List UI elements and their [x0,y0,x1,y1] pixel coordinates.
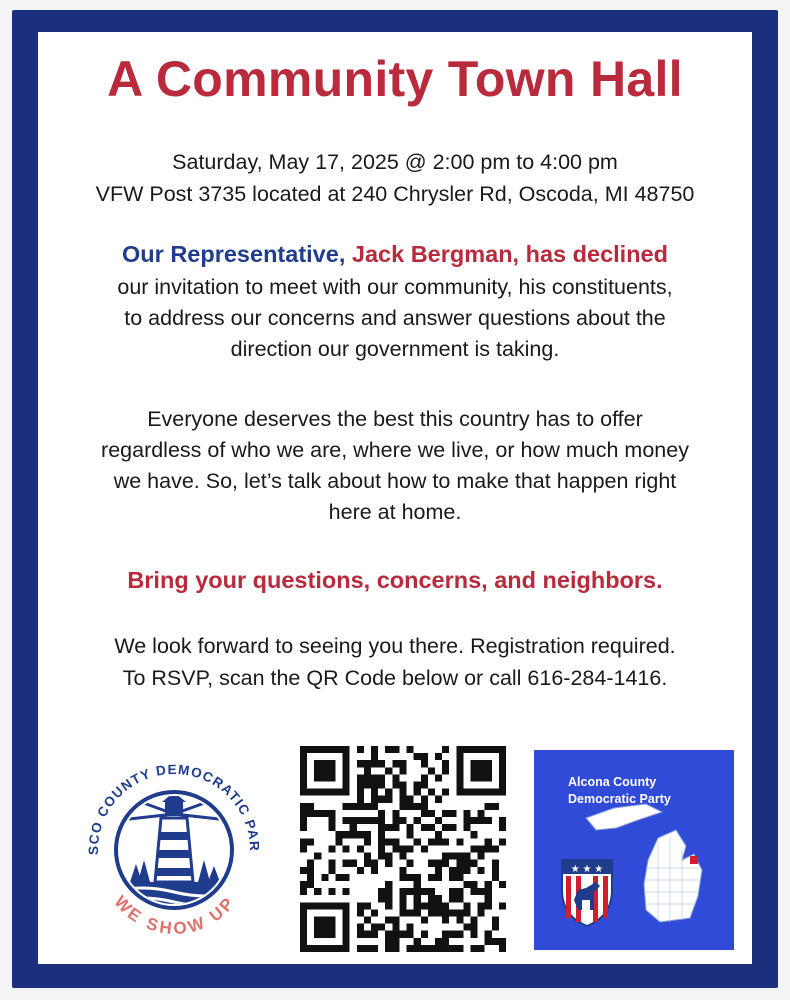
paragraph-line: to address our concerns and answer questions about the [124,306,666,330]
event-date: Saturday, May 17, 2025 @ 2:00 pm to 4:00 pm [172,150,618,174]
declined-prefix: Our Representative, [122,241,346,267]
iosco-tagline: WE SHOW UP [110,892,240,939]
poster-paper [38,32,752,964]
poster-frame [12,10,778,988]
declined-heading [38,238,752,270]
paragraph-line: regardless of who we are, where we live, or how much money [101,438,689,462]
rsvp-qr-code[interactable] [300,746,506,952]
svg-text:★ ★ ★: ★ ★ ★ [570,864,604,875]
paragraph-line: Everyone deserves the best this country has to offer [147,407,643,431]
paragraph-line: we have. So, let’s talk about how to make that happen right [113,469,677,493]
event-details [38,146,752,210]
everyone-paragraph [38,404,752,528]
alcona-line-2: Democratic Party [568,792,671,806]
paragraph-line: here at home. [328,500,462,524]
poster-title: A Community Town Hall [107,51,683,107]
donkey-shield-icon [562,860,612,926]
bring-heading: Bring your questions, concerns, and neighbors. [127,567,663,593]
rsvp-phone-line: To RSVP, scan the QR Code below or call 616-284-1416. [122,666,668,690]
iosco-ring-text: SCO COUNTY DEMOCRATIC PAR [85,761,263,856]
iosco-county-logo [62,732,282,952]
paragraph-line: our invitation to meet with our community, his constituents, [117,275,673,299]
declined-paragraph [38,272,752,365]
paragraph-line: direction our government is taking. [230,337,560,361]
declined-name: Jack Bergman, has declined [351,241,668,267]
rsvp-paragraph [38,630,752,694]
paragraph-line: We look forward to seeing you there. Registration required. [114,634,676,658]
alcona-line-1: Alcona County [568,775,657,789]
event-location: VFW Post 3735 located at 240 Chrysler Rd, Oscoda, MI 48750 [95,182,695,206]
alcona-county-logo [534,750,734,950]
